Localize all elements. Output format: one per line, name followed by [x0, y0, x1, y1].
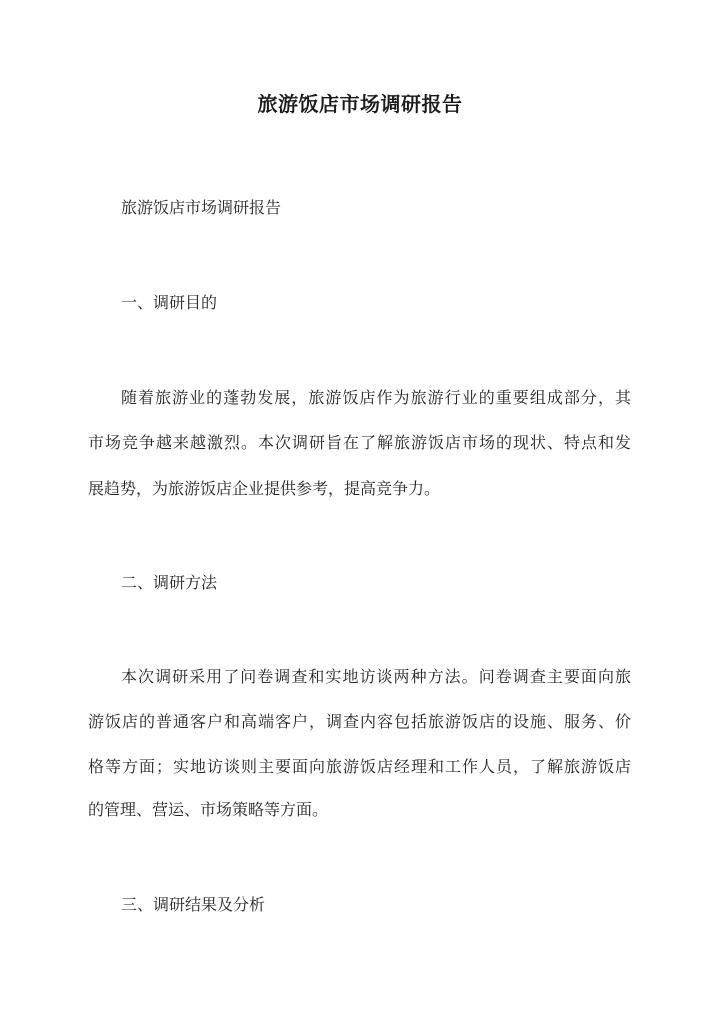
- section-heading-3: 三、调研结果及分析: [121, 895, 266, 914]
- document-subtitle: 旅游饭店市场调研报告: [121, 198, 282, 217]
- paragraph-line: 游饭店的普通客户和高端客户，调查内容包括旅游饭店的设施、服务、价: [88, 712, 631, 731]
- paragraph-line: 随着旅游业的蓬勃发展，旅游饭店作为旅游行业的重要组成部分，其: [121, 388, 631, 407]
- section-heading-2: 二、调研方法: [121, 573, 218, 592]
- paragraph-line: 展趋势，为旅游饭店企业提供参考，提高竞争力。: [88, 479, 441, 498]
- paragraph-line: 本次调研采用了问卷调查和实地访谈两种方法。问卷调查主要面向旅: [121, 667, 631, 686]
- section-heading-1: 一、调研目的: [121, 293, 218, 312]
- paragraph-line: 市场竞争越来越激烈。本次调研旨在了解旅游饭店市场的现状、特点和发: [88, 433, 631, 452]
- document-title: 旅游饭店市场调研报告: [257, 92, 463, 116]
- paragraph-line: 的管理、营运、市场策略等方面。: [88, 800, 329, 819]
- paragraph-line: 格等方面；实地访谈则主要面向旅游饭店经理和工作人员，了解旅游饭店: [88, 757, 631, 776]
